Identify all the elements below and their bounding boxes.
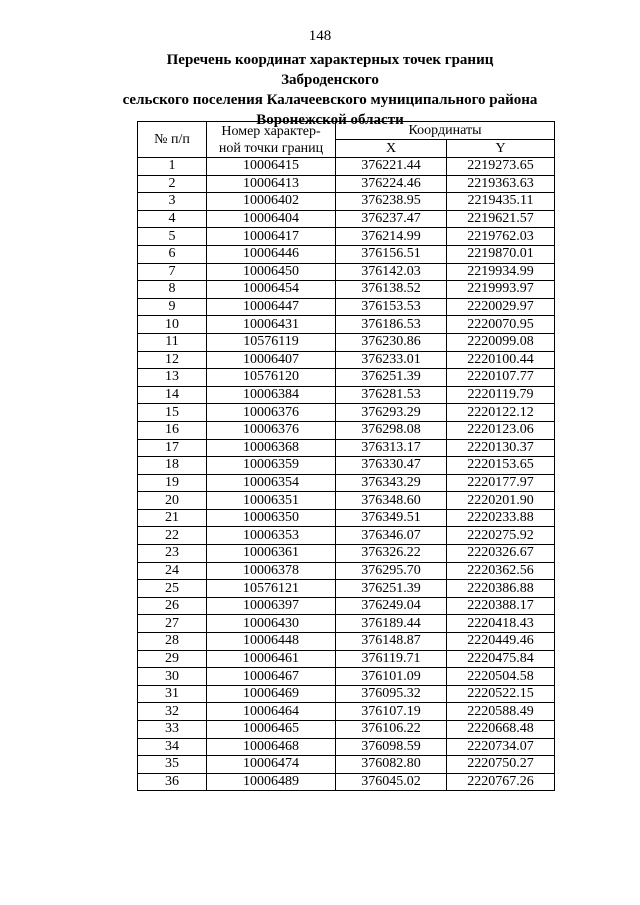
cell-x: 376237.47 (336, 210, 447, 228)
cell-x: 376186.53 (336, 316, 447, 334)
table-row (138, 228, 555, 246)
cell-point-id: 10006454 (207, 281, 336, 299)
cell-point-id: 10006354 (207, 474, 336, 492)
cell-x: 376156.51 (336, 245, 447, 263)
cell-number: 3 (138, 193, 207, 211)
table-row (138, 175, 555, 193)
cell-number: 7 (138, 263, 207, 281)
header-point-line-1: Номер характер- (221, 123, 321, 139)
cell-point-id: 10006402 (207, 193, 336, 211)
coordinates-table (137, 121, 555, 791)
table-row (138, 386, 555, 404)
cell-x: 376095.32 (336, 685, 447, 703)
cell-number: 11 (138, 333, 207, 351)
cell-x: 376189.44 (336, 615, 447, 633)
cell-number: 1 (138, 158, 207, 176)
cell-x: 376330.47 (336, 457, 447, 475)
table-row (138, 404, 555, 422)
table-row (138, 685, 555, 703)
cell-point-id: 10006376 (207, 404, 336, 422)
cell-number: 10 (138, 316, 207, 334)
cell-y: 2220504.58 (447, 668, 555, 686)
cell-y: 2220386.88 (447, 580, 555, 598)
cell-number: 32 (138, 703, 207, 721)
table-row (138, 615, 555, 633)
cell-y: 2220233.88 (447, 509, 555, 527)
header-point-id (207, 122, 336, 158)
cell-x: 376281.53 (336, 386, 447, 404)
cell-x: 376346.07 (336, 527, 447, 545)
cell-y: 2219363.63 (447, 175, 555, 193)
cell-x: 376293.29 (336, 404, 447, 422)
cell-point-id: 10006446 (207, 245, 336, 263)
cell-y: 2220130.37 (447, 439, 555, 457)
cell-x: 376230.86 (336, 333, 447, 351)
cell-point-id: 10006368 (207, 439, 336, 457)
table-row (138, 193, 555, 211)
cell-x: 376238.95 (336, 193, 447, 211)
cell-x: 376142.03 (336, 263, 447, 281)
cell-number: 13 (138, 369, 207, 387)
cell-number: 5 (138, 228, 207, 246)
cell-x: 376313.17 (336, 439, 447, 457)
cell-point-id: 10006464 (207, 703, 336, 721)
cell-y: 2219435.11 (447, 193, 555, 211)
cell-y: 2219993.97 (447, 281, 555, 299)
cell-x: 376224.46 (336, 175, 447, 193)
table-row (138, 545, 555, 563)
cell-point-id: 10006461 (207, 650, 336, 668)
cell-number: 27 (138, 615, 207, 633)
table-row (138, 421, 555, 439)
cell-point-id: 10576120 (207, 369, 336, 387)
cell-y: 2220100.44 (447, 351, 555, 369)
cell-x: 376295.70 (336, 562, 447, 580)
table-row (138, 281, 555, 299)
cell-x: 376326.22 (336, 545, 447, 563)
cell-number: 6 (138, 245, 207, 263)
cell-point-id: 10576119 (207, 333, 336, 351)
cell-y: 2220122.12 (447, 404, 555, 422)
cell-number: 9 (138, 298, 207, 316)
cell-point-id: 10006351 (207, 492, 336, 510)
cell-x: 376107.19 (336, 703, 447, 721)
table-row (138, 474, 555, 492)
cell-point-id: 10006465 (207, 721, 336, 739)
cell-number: 22 (138, 527, 207, 545)
cell-y: 2220099.08 (447, 333, 555, 351)
cell-y: 2220275.92 (447, 527, 555, 545)
cell-x: 376221.44 (336, 158, 447, 176)
cell-point-id: 10006450 (207, 263, 336, 281)
header-point-line-2: ной точки границ (218, 140, 324, 156)
cell-point-id: 10006448 (207, 633, 336, 651)
table-row (138, 457, 555, 475)
cell-y: 2220326.67 (447, 545, 555, 563)
table-row (138, 492, 555, 510)
cell-number: 19 (138, 474, 207, 492)
cell-y: 2220522.15 (447, 685, 555, 703)
cell-point-id: 10006376 (207, 421, 336, 439)
table-row (138, 738, 555, 756)
cell-y: 2220734.07 (447, 738, 555, 756)
cell-point-id: 10006397 (207, 597, 336, 615)
cell-number: 16 (138, 421, 207, 439)
cell-y: 2220449.46 (447, 633, 555, 651)
title-line-3: Воронежской области (256, 112, 404, 128)
table-row (138, 633, 555, 651)
cell-point-id: 10576121 (207, 580, 336, 598)
cell-x: 376343.29 (336, 474, 447, 492)
table-row (138, 245, 555, 263)
cell-number: 31 (138, 685, 207, 703)
cell-point-id: 10006404 (207, 210, 336, 228)
cell-x: 376106.22 (336, 721, 447, 739)
cell-x: 376349.51 (336, 509, 447, 527)
table-row (138, 351, 555, 369)
cell-y: 2219870.01 (447, 245, 555, 263)
cell-y: 2220201.90 (447, 492, 555, 510)
header-coordinates: Координаты (336, 122, 555, 140)
cell-x: 376119.71 (336, 650, 447, 668)
cell-point-id: 10006489 (207, 773, 336, 791)
header-x: X (336, 140, 447, 158)
cell-number: 35 (138, 756, 207, 774)
cell-y: 2220588.49 (447, 703, 555, 721)
cell-number: 34 (138, 738, 207, 756)
cell-x: 376298.08 (336, 421, 447, 439)
cell-x: 376148.87 (336, 633, 447, 651)
cell-x: 376101.09 (336, 668, 447, 686)
cell-point-id: 10006447 (207, 298, 336, 316)
table-row (138, 333, 555, 351)
cell-y: 2220107.77 (447, 369, 555, 387)
header-row-1 (138, 122, 555, 140)
table-row (138, 316, 555, 334)
table-body (138, 158, 555, 791)
document-title (120, 50, 540, 130)
cell-number: 2 (138, 175, 207, 193)
table-header (138, 122, 555, 158)
cell-x: 376348.60 (336, 492, 447, 510)
cell-x: 376214.99 (336, 228, 447, 246)
table-row (138, 562, 555, 580)
table-row (138, 369, 555, 387)
cell-point-id: 10006413 (207, 175, 336, 193)
cell-y: 2219621.57 (447, 210, 555, 228)
cell-y: 2219273.65 (447, 158, 555, 176)
cell-number: 30 (138, 668, 207, 686)
header-y: Y (447, 140, 555, 158)
cell-number: 36 (138, 773, 207, 791)
cell-x: 376045.02 (336, 773, 447, 791)
cell-number: 28 (138, 633, 207, 651)
cell-point-id: 10006430 (207, 615, 336, 633)
cell-point-id: 10006350 (207, 509, 336, 527)
table-row (138, 580, 555, 598)
cell-point-id: 10006384 (207, 386, 336, 404)
table-row (138, 298, 555, 316)
cell-x: 376251.39 (336, 369, 447, 387)
cell-number: 26 (138, 597, 207, 615)
cell-number: 21 (138, 509, 207, 527)
cell-y: 2220123.06 (447, 421, 555, 439)
cell-number: 23 (138, 545, 207, 563)
table-row (138, 527, 555, 545)
table-row (138, 703, 555, 721)
cell-point-id: 10006467 (207, 668, 336, 686)
cell-y: 2220750.27 (447, 756, 555, 774)
cell-point-id: 10006431 (207, 316, 336, 334)
cell-number: 14 (138, 386, 207, 404)
table-row (138, 439, 555, 457)
table-row (138, 773, 555, 791)
cell-number: 15 (138, 404, 207, 422)
title-line-1: Перечень координат характерных точек границ Заброденского (166, 52, 494, 88)
table-row (138, 668, 555, 686)
cell-point-id: 10006407 (207, 351, 336, 369)
cell-y: 2220029.97 (447, 298, 555, 316)
cell-x: 376251.39 (336, 580, 447, 598)
table-row (138, 721, 555, 739)
cell-x: 376153.53 (336, 298, 447, 316)
cell-y: 2220418.43 (447, 615, 555, 633)
header-number: № п/п (138, 122, 207, 158)
cell-point-id: 10006474 (207, 756, 336, 774)
cell-number: 20 (138, 492, 207, 510)
cell-x: 376249.04 (336, 597, 447, 615)
cell-x: 376233.01 (336, 351, 447, 369)
cell-x: 376082.80 (336, 756, 447, 774)
cell-number: 33 (138, 721, 207, 739)
cell-point-id: 10006353 (207, 527, 336, 545)
cell-point-id: 10006468 (207, 738, 336, 756)
cell-x: 376138.52 (336, 281, 447, 299)
cell-x: 376098.59 (336, 738, 447, 756)
cell-y: 2220388.17 (447, 597, 555, 615)
cell-y: 2219762.03 (447, 228, 555, 246)
cell-number: 25 (138, 580, 207, 598)
cell-y: 2220475.84 (447, 650, 555, 668)
cell-number: 12 (138, 351, 207, 369)
cell-point-id: 10006415 (207, 158, 336, 176)
cell-y: 2220177.97 (447, 474, 555, 492)
table-row (138, 158, 555, 176)
page-number: 148 (308, 28, 332, 44)
cell-point-id: 10006361 (207, 545, 336, 563)
cell-y: 2220119.79 (447, 386, 555, 404)
cell-number: 17 (138, 439, 207, 457)
cell-y: 2220362.56 (447, 562, 555, 580)
cell-number: 24 (138, 562, 207, 580)
title-line-2: сельского поселения Калачеевского муниципального района (122, 92, 538, 108)
cell-number: 18 (138, 457, 207, 475)
cell-y: 2220767.26 (447, 773, 555, 791)
cell-y: 2220668.48 (447, 721, 555, 739)
cell-point-id: 10006469 (207, 685, 336, 703)
cell-number: 29 (138, 650, 207, 668)
table-row (138, 650, 555, 668)
cell-y: 2220070.95 (447, 316, 555, 334)
table-row (138, 263, 555, 281)
cell-number: 8 (138, 281, 207, 299)
cell-number: 4 (138, 210, 207, 228)
table-row (138, 756, 555, 774)
table-row (138, 509, 555, 527)
table-row (138, 597, 555, 615)
cell-y: 2219934.99 (447, 263, 555, 281)
cell-point-id: 10006378 (207, 562, 336, 580)
cell-point-id: 10006359 (207, 457, 336, 475)
cell-point-id: 10006417 (207, 228, 336, 246)
table-row (138, 210, 555, 228)
cell-y: 2220153.65 (447, 457, 555, 475)
